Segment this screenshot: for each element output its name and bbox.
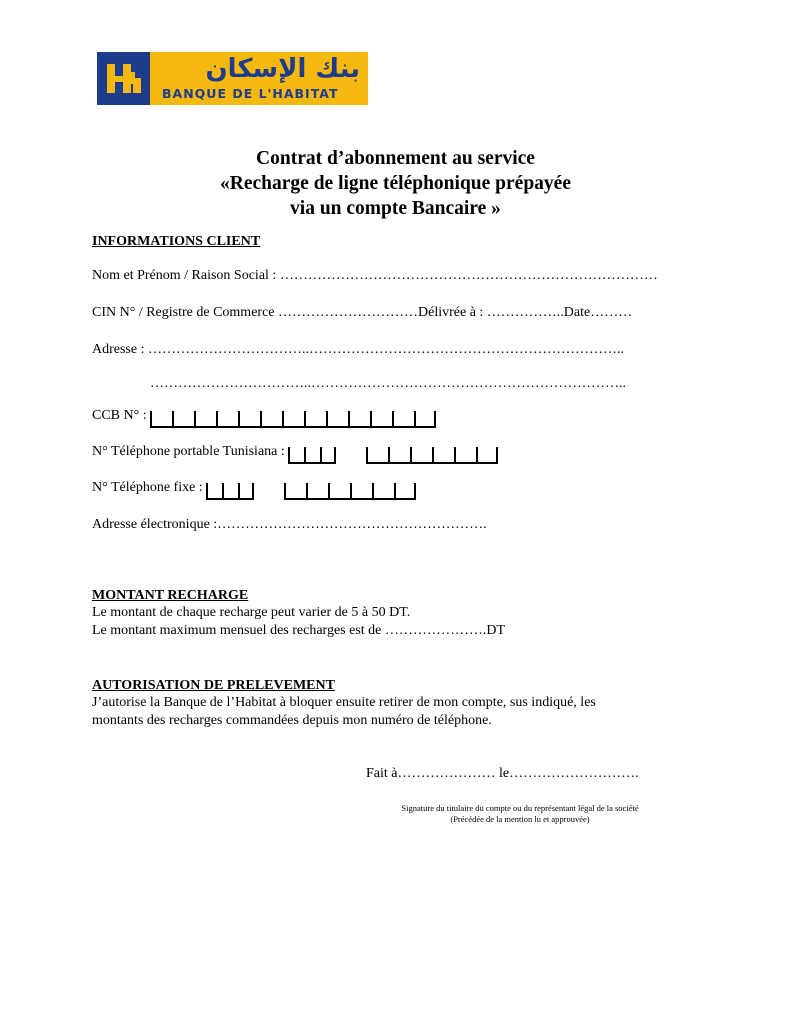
recharge-heading: MONTANT RECHARGE bbox=[92, 588, 249, 603]
recharge-max-field[interactable]: Le montant maximum mensuel des recharges est de ………………….DT bbox=[92, 623, 506, 638]
ccb-digit-boxes[interactable] bbox=[150, 411, 436, 428]
signature-caption-1: Signature du titulaire du compte ou du représentant légal de la société bbox=[401, 803, 639, 813]
logo-arabic-text: بنك الإسكان bbox=[205, 54, 360, 84]
address-field-line-1[interactable]: Adresse : ……………………………..………………………………………………………….. bbox=[92, 342, 624, 357]
document-title bbox=[0, 146, 791, 221]
mobile-phone-label: N° Téléphone portable Tunisiana : bbox=[92, 444, 285, 459]
cin-field[interactable]: CIN N° / Registre de Commerce …………………………Délivrée à : ……………..Date……… bbox=[92, 305, 633, 320]
mobile-number-boxes[interactable] bbox=[366, 447, 498, 464]
fixed-number-boxes[interactable] bbox=[284, 483, 416, 500]
mobile-prefix-boxes[interactable] bbox=[288, 447, 336, 464]
ccb-label: CCB N° : bbox=[92, 408, 147, 423]
email-field[interactable]: Adresse électronique :…………………………………………………. bbox=[92, 517, 487, 532]
authorization-text-1: J’autorise la Banque de l’Habitat à bloquer ensuite retirer de mon compte, sus indiqué, les bbox=[92, 695, 596, 710]
authorization-heading: AUTORISATION DE PRELEVEMENT bbox=[92, 678, 335, 693]
logo-latin-text: BANQUE DE L'HABITAT bbox=[162, 86, 339, 101]
fixed-phone-row bbox=[92, 480, 416, 500]
title-line-2: «Recharge de ligne téléphonique prépayée bbox=[220, 173, 571, 194]
name-field[interactable]: Nom et Prénom / Raison Social : ……………………………………………………………………… bbox=[92, 268, 658, 283]
place-date-field[interactable]: Fait à………………… le………………………. bbox=[366, 766, 639, 781]
signature-caption-2: (Précédée de la mention lu et approuvée) bbox=[450, 814, 590, 824]
address-field-line-2[interactable]: ……………………………..………………………………………………………….. bbox=[150, 376, 626, 391]
client-info-heading: INFORMATIONS CLIENT bbox=[92, 234, 261, 249]
fixed-prefix-boxes[interactable] bbox=[206, 483, 254, 500]
bank-h-logo-icon bbox=[97, 52, 150, 105]
logo-text bbox=[150, 52, 368, 105]
fixed-phone-label: N° Téléphone fixe : bbox=[92, 480, 203, 495]
ccb-row bbox=[92, 408, 436, 428]
authorization-text-2: montants des recharges commandées depuis mon numéro de téléphone. bbox=[92, 713, 492, 728]
bank-logo bbox=[97, 52, 368, 105]
title-line-1: Contrat d’abonnement au service bbox=[256, 148, 535, 169]
mobile-phone-row bbox=[92, 444, 498, 464]
title-line-3: via un compte Bancaire » bbox=[290, 198, 501, 219]
recharge-text-1: Le montant de chaque recharge peut varier de 5 à 50 DT. bbox=[92, 605, 411, 620]
